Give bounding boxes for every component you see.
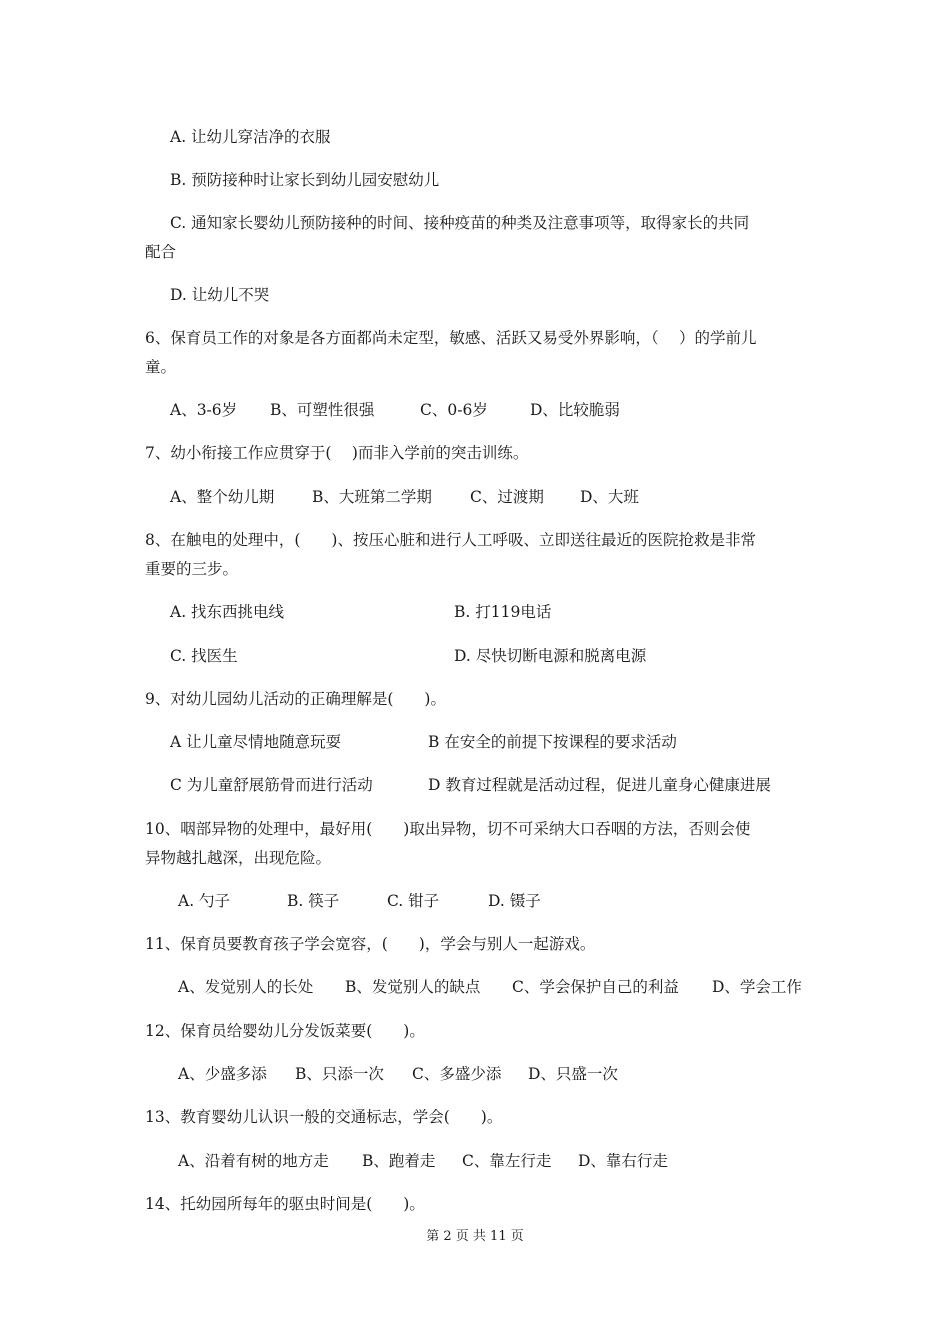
q11-option-b: B、发觉别人的缺点 bbox=[345, 978, 481, 996]
q12-option-c: C、多盛少添 bbox=[412, 1065, 502, 1083]
q11-option-d: D、学会工作 bbox=[712, 978, 802, 996]
page-footer: 第 2 页 共 11 页 bbox=[426, 1229, 524, 1244]
q11-option-c: C、学会保护自己的利益 bbox=[512, 978, 679, 996]
q5-option-b: B. 预防接种时让家长到幼儿园安慰幼儿 bbox=[170, 171, 440, 189]
q5-option-c-line1: C. 通知家长婴幼儿预防接种的时间、接种疫苗的种类及注意事项等，取得家长的共同 bbox=[170, 214, 750, 232]
q10-option-c: C. 钳子 bbox=[387, 892, 440, 910]
q6-option-d: D、比较脆弱 bbox=[530, 401, 620, 419]
q13-option-d: D、靠右行走 bbox=[578, 1152, 668, 1170]
q10-stem-line1: 10、咽部异物的处理中，最好用( )取出异物，切不可采纳大口吞咽的方法，否则会使 bbox=[145, 820, 751, 838]
q8-option-c: C. 找医生 bbox=[170, 647, 238, 665]
q12-option-a: A、少盛多添 bbox=[178, 1065, 267, 1083]
q11-option-a: A、发觉别人的长处 bbox=[178, 978, 314, 996]
q7-option-a: A、整个幼儿期 bbox=[170, 488, 275, 506]
q8-stem-line1: 8、在触电的处理中，( )、按压心脏和进行人工呼吸、立即送往最近的医院抢救是非常 bbox=[145, 531, 756, 549]
q9-option-c: C 为儿童舒展筋骨而进行活动 bbox=[170, 776, 373, 794]
q12-option-b: B、只添一次 bbox=[295, 1065, 384, 1083]
q9-option-d: D 教育过程就是活动过程，促进儿童身心健康进展 bbox=[428, 776, 771, 794]
q7-option-c: C、过渡期 bbox=[470, 488, 544, 506]
q6-stem-line2: 童。 bbox=[145, 358, 177, 376]
q10-option-b: B. 筷子 bbox=[287, 892, 340, 910]
q10-option-d: D. 镊子 bbox=[488, 892, 541, 910]
q13-option-c: C、靠左行走 bbox=[462, 1152, 552, 1170]
q6-option-c: C、0-6岁 bbox=[420, 401, 488, 419]
q6-option-a: A、3-6岁 bbox=[170, 401, 238, 419]
q14-stem: 14、托幼园所每年的驱虫时间是( )。 bbox=[145, 1195, 425, 1213]
q10-stem-line2: 异物越扎越深，出现危险。 bbox=[145, 849, 332, 867]
q12-option-d: D、只盛一次 bbox=[528, 1065, 618, 1083]
q10-option-a: A. 勺子 bbox=[178, 892, 231, 910]
q11-stem: 11、保育员要教育孩子学会宽容，( )，学会与别人一起游戏。 bbox=[145, 935, 596, 953]
q13-stem: 13、教育婴幼儿认识一般的交通标志，学会( )。 bbox=[145, 1108, 503, 1126]
q9-option-b: B 在安全的前提下按课程的要求活动 bbox=[428, 733, 677, 751]
q8-option-d: D. 尽快切断电源和脱离电源 bbox=[454, 647, 647, 665]
q13-option-a: A、沿着有树的地方走 bbox=[178, 1152, 329, 1170]
q8-option-b: B. 打119电话 bbox=[454, 603, 552, 621]
q5-option-c-line2: 配合 bbox=[145, 243, 177, 261]
q7-stem: 7、幼小衔接工作应贯穿于( )而非入学前的突击训练。 bbox=[145, 444, 529, 462]
q8-option-a: A. 找东西挑电线 bbox=[170, 603, 285, 621]
q8-stem-line2: 重要的三步。 bbox=[145, 560, 239, 578]
q6-stem-line1: 6、保育员工作的对象是各方面都尚未定型，敏感、活跃又易受外界影响，（ ）的学前儿 bbox=[145, 329, 757, 347]
q13-option-b: B、跑着走 bbox=[362, 1152, 436, 1170]
q9-stem: 9、对幼儿园幼儿活动的正确理解是( )。 bbox=[145, 690, 446, 708]
q12-stem: 12、保育员给婴幼儿分发饭菜要( )。 bbox=[145, 1022, 425, 1040]
q6-option-b: B、可塑性很强 bbox=[270, 401, 375, 419]
q7-option-b: B、大班第二学期 bbox=[312, 488, 432, 506]
q5-option-a: A. 让幼儿穿洁净的衣服 bbox=[170, 128, 331, 146]
q9-option-a: A 让儿童尽情地随意玩耍 bbox=[170, 733, 342, 751]
q5-option-d: D. 让幼儿不哭 bbox=[170, 286, 270, 304]
q7-option-d: D、大班 bbox=[580, 488, 639, 506]
